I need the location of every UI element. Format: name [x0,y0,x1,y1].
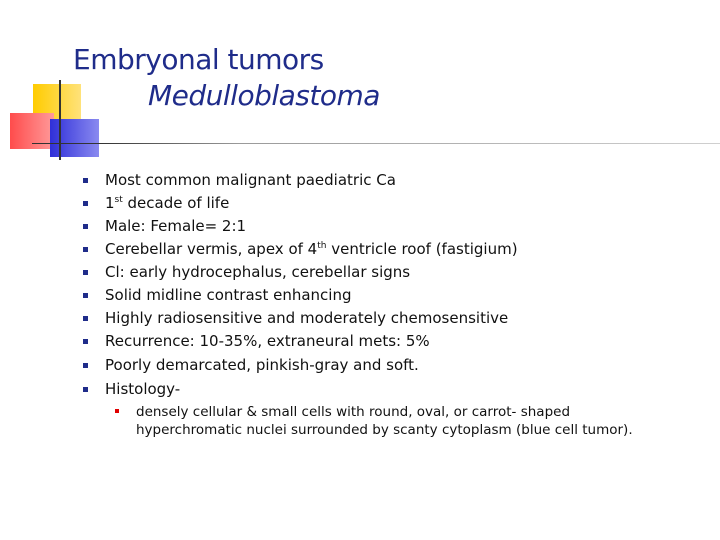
bullet-square-icon [83,178,88,183]
bullet-text-pre: 1 [105,194,115,212]
sub-bullet-item [115,403,702,439]
bullet-item [82,332,702,350]
bullet-superscript: st [114,195,123,205]
slide-title-line1: Embryonal tumors [73,43,324,76]
title-underline-rule [32,143,720,144]
bullet-text: Poorly demarcated, pinkish-gray and soft. [105,356,419,374]
bullet-superscript: th [317,241,327,251]
bullet-text: Highly radiosensitive and moderately chemosensitive [105,309,509,327]
slide-title-line2: Medulloblastoma [148,79,380,112]
sub-bullet-square-icon [115,409,119,413]
bullet-text-pre: Cerebellar vermis, apex of 4 [105,240,318,258]
bullet-item [82,217,702,235]
bullet-item [82,380,702,398]
bullet-text: Male: Female= 2:1 [105,217,247,235]
vertical-rule [59,80,61,160]
bullet-item [82,171,702,189]
bullet-text: Most common malignant paediatric Ca [105,171,396,189]
bullet-item [82,263,702,281]
bullet-square-icon [83,387,88,392]
bullet-text: Cl: early hydrocephalus, cerebellar signs [105,263,411,281]
blue-square-decoration [50,119,99,157]
bullet-item [82,194,702,212]
bullet-text-post: ventricle roof (fastigium) [326,240,518,258]
bullet-item [82,240,702,258]
bullet-text-post: decade of life [122,194,230,212]
bullet-item [82,309,702,327]
slide-title [73,42,380,114]
bullet-text: Recurrence: 10-35%, extraneural mets: 5% [105,332,430,350]
bullet-text: Solid midline contrast enhancing [105,286,352,304]
bullet-item [82,356,702,374]
bullet-square-icon [83,247,88,252]
bullet-text: Histology- [105,380,181,398]
sub-bullet-text-line2: hyperchromatic nuclei surrounded by scanty cytoplasm (blue cell tumor). [136,422,633,438]
bullet-list [82,171,702,439]
sub-bullet-text-line1: densely cellular & small cells with round, oval, or carrot- shaped [136,404,571,420]
bullet-item [82,286,702,304]
bullet-square-icon [83,201,88,206]
bullet-square-icon [83,316,88,321]
bullet-square-icon [83,339,88,344]
bullet-square-icon [83,363,88,368]
bullet-square-icon [83,270,88,275]
bullet-square-icon [83,224,88,229]
bullet-square-icon [83,293,88,298]
